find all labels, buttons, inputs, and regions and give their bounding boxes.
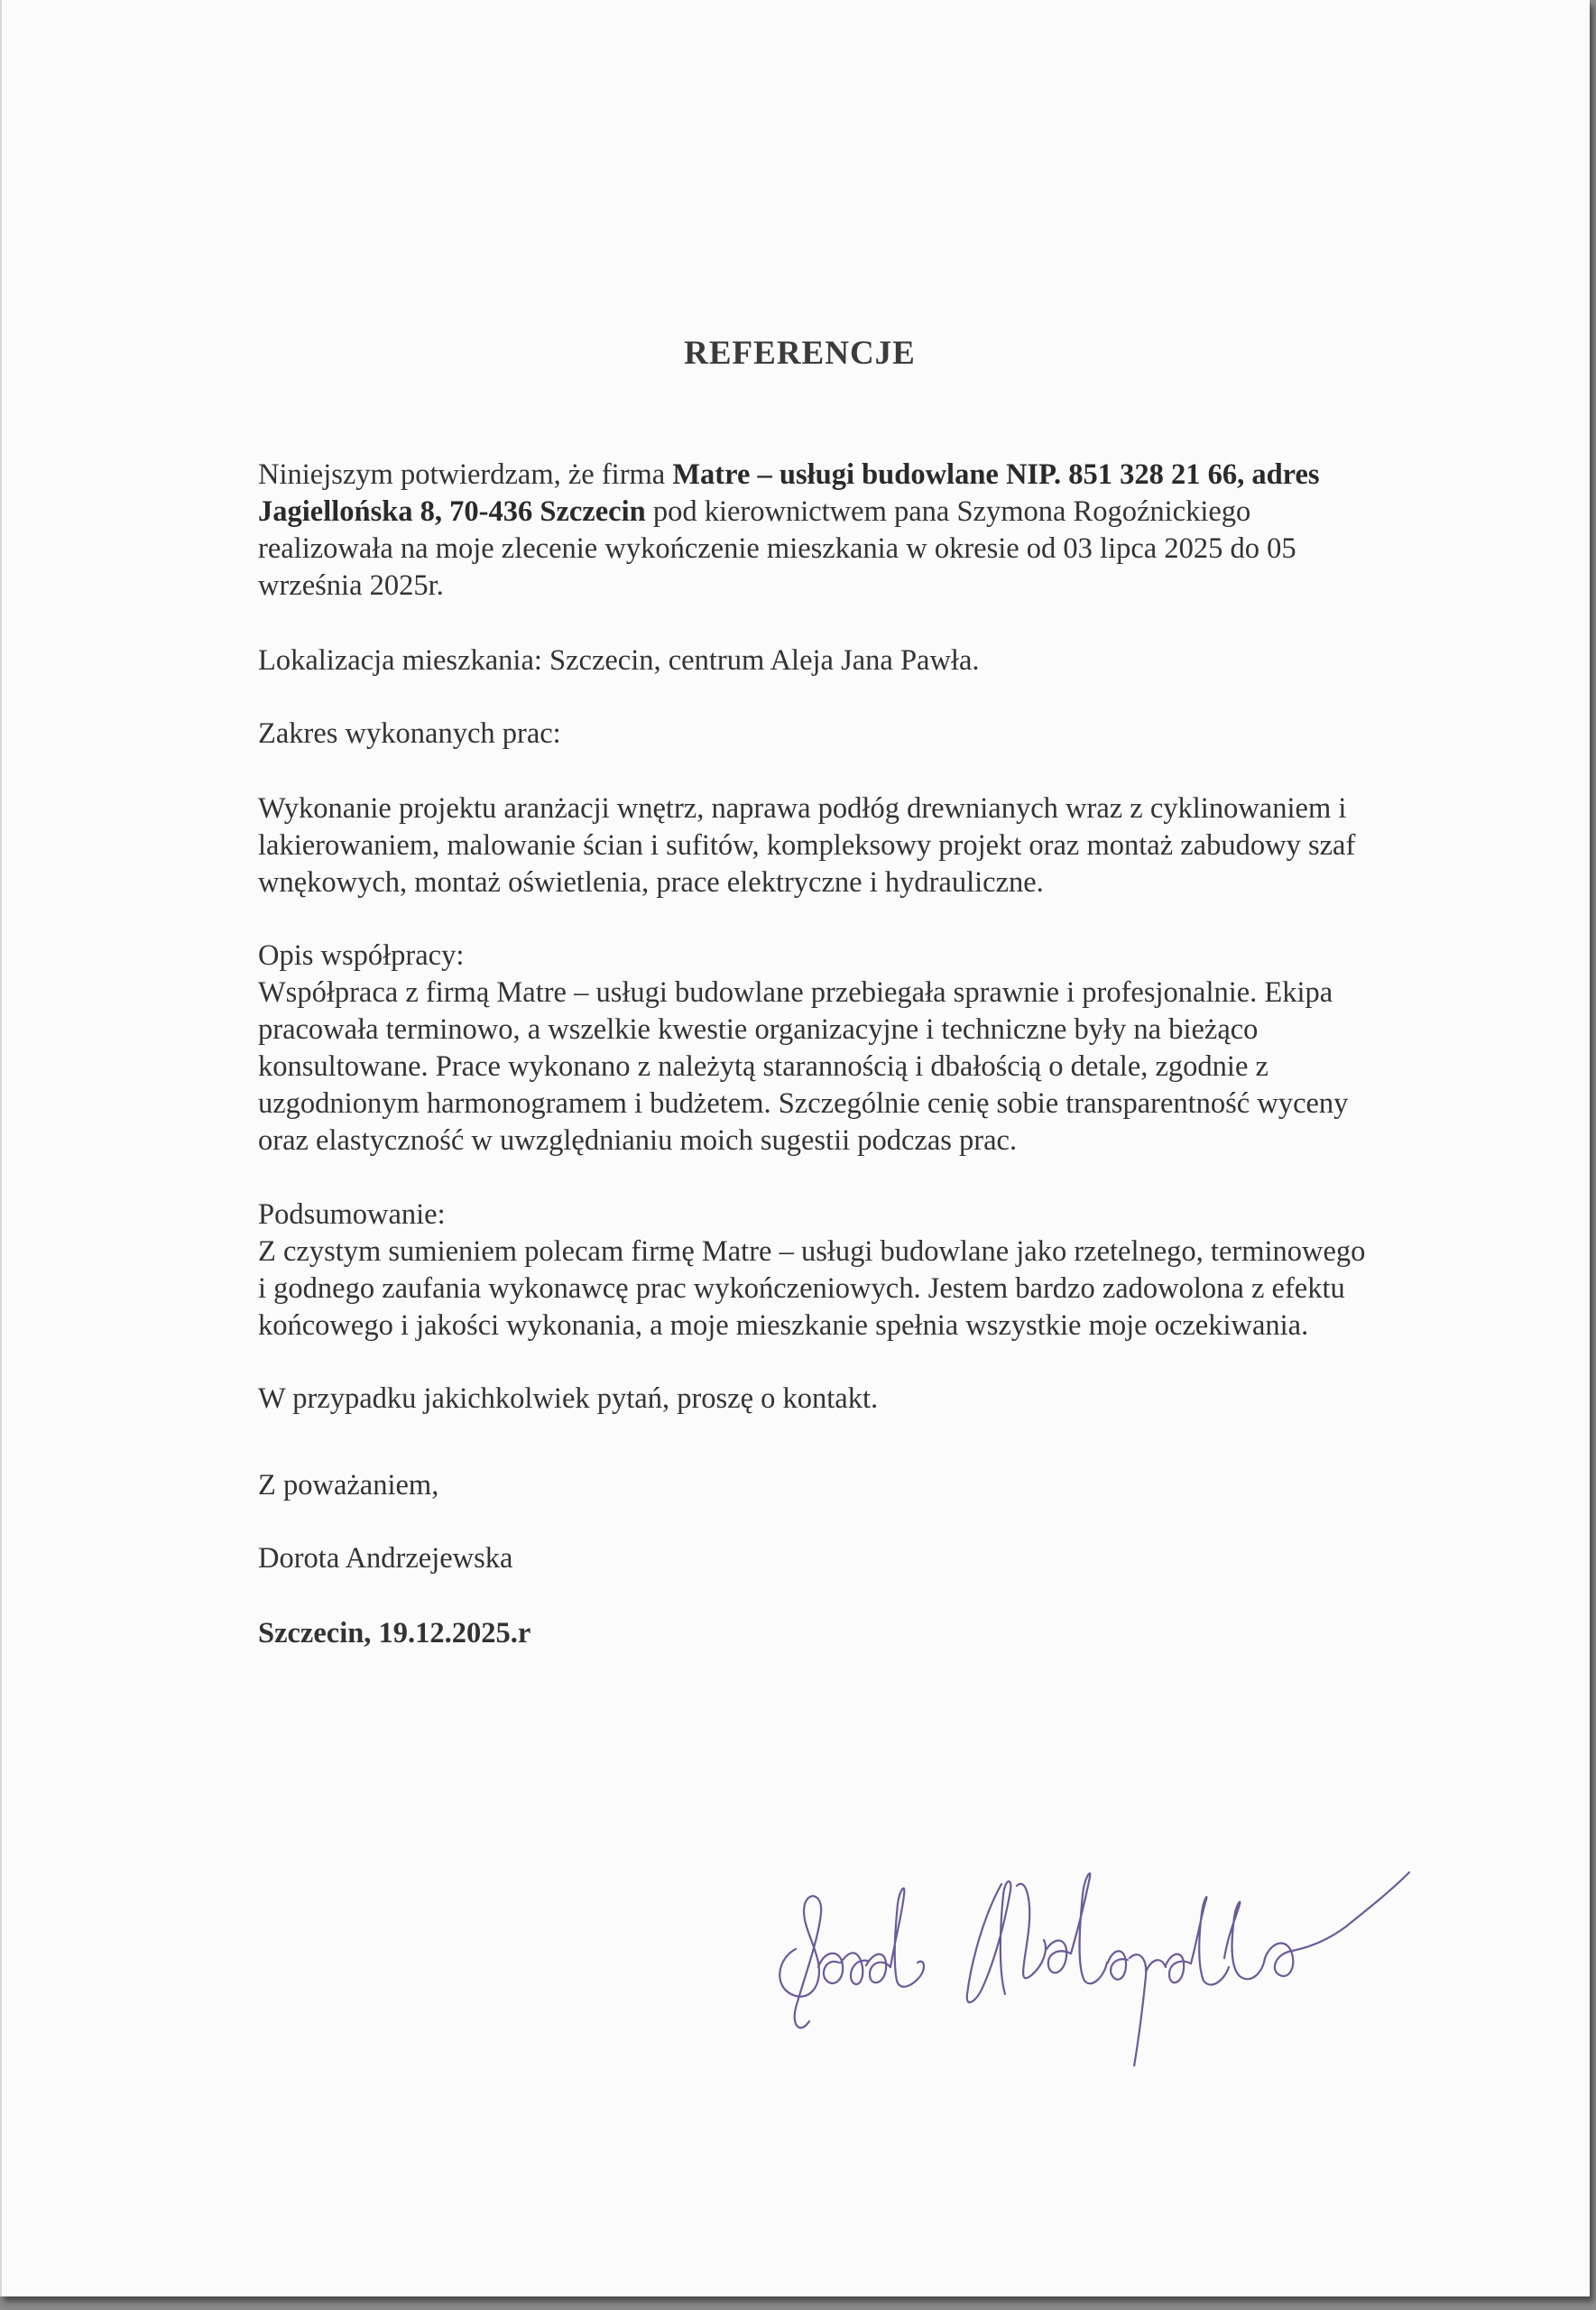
cooperation-paragraph: Współpraca z firmą Matre – usługi budowlane przebiegała sprawnie i profesjonalnie. Ekipa pracowała terminowo, a wszelkie kwestie organizacyjne i techniczne były na bieżąco konsultowane. Prace wykonano z należytą starannością i dbałością o detale, zgodnie z uzgodnionym harmonogramem i budżetem. Szczególnie cenię sobie transparentność wyceny oraz elastyczność w uwzględnianiu moich sugestii podczas prac. <box>258 976 1349 1157</box>
summary-paragraph: Z czystym sumieniem polecam firmę Matre – usługi budowlane jako rzetelnego, terminowego i godnego zaufania wykonawcę prac wykończeniowych. Jestem bardzo zadowolona z efektu końcowego i jakości wykonania, a moje mieszkanie spełnia wszystkie moje oczekiwania. <box>258 1235 1366 1342</box>
company-details: Matre – usługi budowlane NIP. 851 328 21 66, adres Jagiellońska 8, 70-436 Szczecin <box>258 458 1320 528</box>
location-paragraph: Lokalizacja mieszkania: Szczecin, centrum Aleja Jana Pawła. <box>258 644 980 677</box>
handwritten-signature <box>769 1814 1418 2066</box>
scope-heading: Zakres wykonanych prac: <box>258 717 561 750</box>
signer-name: Dorota Andrzejewska <box>258 1542 513 1575</box>
summary-heading: Podsumowanie: <box>258 1198 446 1231</box>
closing-salutation: Z poważaniem, <box>258 1469 439 1502</box>
intro-text-end: pod kierownictwem pana Szymona Rogoźnickiego realizowała na moje zlecenie wykończenie mieszkania w okresie od 03 lipca 2025 do 05 września 2025r. <box>258 495 1296 602</box>
scope-paragraph: Wykonanie projektu aranżacji wnętrz, naprawa podłóg drewnianych wraz z cyklinowaniem i lakierowaniem, malowanie ścian i sufitów, kompleksowy projekt oraz montaż zabudowy szaf wnękowych, montaż oświetlenia, prace elektryczne i hydrauliczne. <box>258 792 1356 899</box>
intro-text-start: Niniejszym potwierdzam, że firma <box>258 458 673 491</box>
cooperation-heading: Opis współpracy: <box>258 939 465 972</box>
contact-paragraph: W przypadku jakichkolwiek pytań, proszę o kontakt. <box>258 1382 879 1415</box>
document-body <box>258 457 1377 1652</box>
place-and-date: Szczecin, 19.12.2025.r <box>258 1617 531 1649</box>
document-title: REFERENCJE <box>684 335 916 372</box>
intro-paragraph <box>258 457 1377 605</box>
